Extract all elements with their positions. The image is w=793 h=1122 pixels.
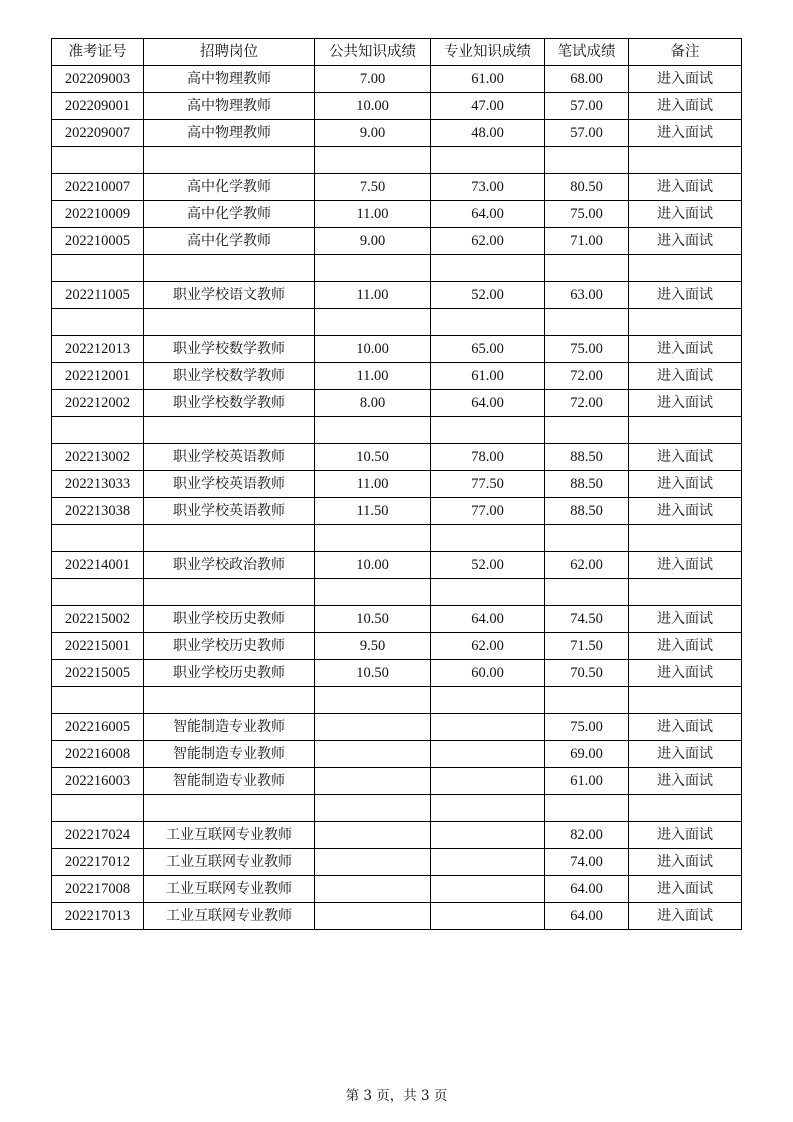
- cell-written-score: 74.50: [545, 606, 629, 633]
- cell-remark: 进入面试: [629, 471, 742, 498]
- cell-written-score: 75.00: [545, 714, 629, 741]
- cell-public-score: [315, 768, 431, 795]
- cell-written-score: 68.00: [545, 66, 629, 93]
- cell-remark: [629, 417, 742, 444]
- cell-professional-score: 52.00: [431, 552, 545, 579]
- cell-position: 职业学校历史教师: [144, 660, 315, 687]
- cell-professional-score: [431, 822, 545, 849]
- cell-written-score: [545, 255, 629, 282]
- cell-professional-score: [431, 714, 545, 741]
- cell-exam-id: 202215002: [52, 606, 144, 633]
- table-row: [52, 174, 742, 201]
- cell-position: 高中化学教师: [144, 228, 315, 255]
- cell-professional-score: 73.00: [431, 174, 545, 201]
- cell-position: [144, 147, 315, 174]
- table-row: [52, 822, 742, 849]
- cell-exam-id: 202216008: [52, 741, 144, 768]
- cell-remark: 进入面试: [629, 606, 742, 633]
- page-number: 第 3 页，共 3 页: [345, 1088, 448, 1104]
- table-row: [52, 390, 742, 417]
- cell-exam-id: 202215001: [52, 633, 144, 660]
- cell-position: 职业学校数学教师: [144, 390, 315, 417]
- cell-public-score: [315, 741, 431, 768]
- table-body: [52, 66, 742, 930]
- cell-exam-id: [52, 579, 144, 606]
- cell-written-score: 69.00: [545, 741, 629, 768]
- table-row: [52, 633, 742, 660]
- cell-exam-id: 202216005: [52, 714, 144, 741]
- cell-exam-id: 202212013: [52, 336, 144, 363]
- cell-written-score: [545, 525, 629, 552]
- cell-exam-id: [52, 687, 144, 714]
- cell-exam-id: [52, 525, 144, 552]
- cell-remark: [629, 309, 742, 336]
- cell-professional-score: 61.00: [431, 363, 545, 390]
- cell-written-score: 64.00: [545, 876, 629, 903]
- cell-position: 智能制造专业教师: [144, 714, 315, 741]
- cell-public-score: 10.00: [315, 336, 431, 363]
- cell-position: 工业互联网专业教师: [144, 822, 315, 849]
- cell-position: [144, 525, 315, 552]
- cell-public-score: 9.50: [315, 633, 431, 660]
- cell-professional-score: 62.00: [431, 633, 545, 660]
- cell-exam-id: 202210007: [52, 174, 144, 201]
- cell-professional-score: [431, 579, 545, 606]
- cell-public-score: 9.00: [315, 228, 431, 255]
- cell-position: [144, 309, 315, 336]
- header-remark: 备注: [629, 39, 742, 66]
- cell-remark: [629, 147, 742, 174]
- cell-exam-id: 202213033: [52, 471, 144, 498]
- cell-position: 职业学校历史教师: [144, 606, 315, 633]
- cell-position: 职业学校英语教师: [144, 471, 315, 498]
- cell-professional-score: [431, 741, 545, 768]
- cell-professional-score: [431, 147, 545, 174]
- cell-public-score: [315, 849, 431, 876]
- table-row: [52, 120, 742, 147]
- cell-professional-score: 64.00: [431, 390, 545, 417]
- cell-remark: 进入面试: [629, 876, 742, 903]
- cell-professional-score: [431, 255, 545, 282]
- cell-public-score: [315, 579, 431, 606]
- table-spacer-row: [52, 687, 742, 714]
- table-row: [52, 228, 742, 255]
- cell-written-score: 72.00: [545, 363, 629, 390]
- cell-written-score: 70.50: [545, 660, 629, 687]
- table-row: [52, 93, 742, 120]
- cell-professional-score: 77.00: [431, 498, 545, 525]
- cell-professional-score: 64.00: [431, 201, 545, 228]
- cell-position: 智能制造专业教师: [144, 768, 315, 795]
- table-spacer-row: [52, 525, 742, 552]
- cell-position: 高中化学教师: [144, 201, 315, 228]
- cell-written-score: 75.00: [545, 336, 629, 363]
- cell-public-score: 7.50: [315, 174, 431, 201]
- cell-position: 工业互联网专业教师: [144, 903, 315, 930]
- cell-written-score: [545, 687, 629, 714]
- cell-written-score: [545, 579, 629, 606]
- cell-public-score: 11.00: [315, 282, 431, 309]
- cell-position: 工业互联网专业教师: [144, 849, 315, 876]
- cell-public-score: [315, 525, 431, 552]
- table-row: [52, 282, 742, 309]
- cell-public-score: 9.00: [315, 120, 431, 147]
- cell-position: [144, 687, 315, 714]
- cell-public-score: [315, 147, 431, 174]
- cell-written-score: 80.50: [545, 174, 629, 201]
- table-row: [52, 768, 742, 795]
- cell-public-score: [315, 876, 431, 903]
- cell-position: 职业学校语文教师: [144, 282, 315, 309]
- cell-public-score: [315, 417, 431, 444]
- cell-exam-id: 202209001: [52, 93, 144, 120]
- table-spacer-row: [52, 579, 742, 606]
- cell-remark: 进入面试: [629, 741, 742, 768]
- cell-written-score: 88.50: [545, 498, 629, 525]
- header-written-score: 笔试成绩: [545, 39, 629, 66]
- cell-public-score: [315, 903, 431, 930]
- cell-exam-id: 202217008: [52, 876, 144, 903]
- cell-public-score: [315, 822, 431, 849]
- cell-position: [144, 579, 315, 606]
- table-header-row: [52, 39, 742, 66]
- cell-position: 工业互联网专业教师: [144, 876, 315, 903]
- cell-position: 高中物理教师: [144, 93, 315, 120]
- cell-remark: 进入面试: [629, 660, 742, 687]
- cell-exam-id: 202217013: [52, 903, 144, 930]
- table-row: [52, 714, 742, 741]
- cell-position: 高中物理教师: [144, 120, 315, 147]
- cell-position: 职业学校数学教师: [144, 336, 315, 363]
- cell-remark: 进入面试: [629, 498, 742, 525]
- table-spacer-row: [52, 255, 742, 282]
- cell-remark: 进入面试: [629, 363, 742, 390]
- cell-written-score: 72.00: [545, 390, 629, 417]
- cell-written-score: 71.00: [545, 228, 629, 255]
- cell-position: 高中物理教师: [144, 66, 315, 93]
- cell-professional-score: 78.00: [431, 444, 545, 471]
- cell-remark: [629, 579, 742, 606]
- cell-written-score: 61.00: [545, 768, 629, 795]
- table-row: [52, 363, 742, 390]
- cell-public-score: 11.00: [315, 201, 431, 228]
- cell-position: 职业学校英语教师: [144, 498, 315, 525]
- cell-position: 职业学校英语教师: [144, 444, 315, 471]
- cell-professional-score: [431, 795, 545, 822]
- header-public-score: 公共知识成绩: [315, 39, 431, 66]
- cell-remark: 进入面试: [629, 120, 742, 147]
- cell-remark: [629, 525, 742, 552]
- cell-remark: 进入面试: [629, 714, 742, 741]
- cell-exam-id: [52, 417, 144, 444]
- cell-remark: [629, 255, 742, 282]
- cell-remark: 进入面试: [629, 201, 742, 228]
- table-row: [52, 471, 742, 498]
- cell-remark: 进入面试: [629, 822, 742, 849]
- cell-remark: [629, 795, 742, 822]
- cell-professional-score: [431, 903, 545, 930]
- cell-exam-id: 202214001: [52, 552, 144, 579]
- table-row: [52, 66, 742, 93]
- cell-exam-id: 202209003: [52, 66, 144, 93]
- cell-exam-id: 202217024: [52, 822, 144, 849]
- cell-exam-id: 202213002: [52, 444, 144, 471]
- cell-public-score: 10.00: [315, 93, 431, 120]
- table-row: [52, 498, 742, 525]
- table-row: [52, 903, 742, 930]
- table-row: [52, 741, 742, 768]
- cell-public-score: 10.50: [315, 444, 431, 471]
- cell-exam-id: 202213038: [52, 498, 144, 525]
- cell-position: 高中化学教师: [144, 174, 315, 201]
- cell-remark: 进入面试: [629, 282, 742, 309]
- cell-written-score: 74.00: [545, 849, 629, 876]
- table-spacer-row: [52, 795, 742, 822]
- cell-remark: 进入面试: [629, 849, 742, 876]
- cell-professional-score: [431, 876, 545, 903]
- cell-exam-id: 202217012: [52, 849, 144, 876]
- cell-public-score: 11.00: [315, 363, 431, 390]
- cell-remark: 进入面试: [629, 903, 742, 930]
- cell-written-score: 62.00: [545, 552, 629, 579]
- cell-public-score: 11.50: [315, 498, 431, 525]
- cell-exam-id: 202215005: [52, 660, 144, 687]
- cell-public-score: [315, 255, 431, 282]
- cell-exam-id: 202211005: [52, 282, 144, 309]
- header-exam-id: 准考证号: [52, 39, 144, 66]
- cell-remark: 进入面试: [629, 228, 742, 255]
- cell-professional-score: [431, 687, 545, 714]
- header-position: 招聘岗位: [144, 39, 315, 66]
- cell-remark: 进入面试: [629, 336, 742, 363]
- table-spacer-row: [52, 417, 742, 444]
- cell-remark: 进入面试: [629, 390, 742, 417]
- cell-public-score: 10.50: [315, 660, 431, 687]
- cell-public-score: [315, 687, 431, 714]
- cell-professional-score: 52.00: [431, 282, 545, 309]
- cell-written-score: 88.50: [545, 471, 629, 498]
- cell-position: [144, 417, 315, 444]
- cell-written-score: [545, 795, 629, 822]
- cell-remark: 进入面试: [629, 552, 742, 579]
- cell-professional-score: 77.50: [431, 471, 545, 498]
- cell-written-score: 71.50: [545, 633, 629, 660]
- cell-exam-id: [52, 147, 144, 174]
- table-spacer-row: [52, 309, 742, 336]
- table-row: [52, 849, 742, 876]
- cell-remark: 进入面试: [629, 444, 742, 471]
- table-row: [52, 444, 742, 471]
- cell-written-score: 57.00: [545, 120, 629, 147]
- cell-professional-score: [431, 417, 545, 444]
- cell-written-score: [545, 309, 629, 336]
- cell-written-score: 88.50: [545, 444, 629, 471]
- cell-remark: [629, 687, 742, 714]
- table-row: [52, 552, 742, 579]
- cell-remark: 进入面试: [629, 174, 742, 201]
- cell-exam-id: [52, 309, 144, 336]
- cell-professional-score: [431, 849, 545, 876]
- cell-professional-score: [431, 768, 545, 795]
- cell-public-score: 11.00: [315, 471, 431, 498]
- cell-remark: 进入面试: [629, 93, 742, 120]
- cell-public-score: [315, 714, 431, 741]
- cell-position: 职业学校数学教师: [144, 363, 315, 390]
- cell-public-score: 8.00: [315, 390, 431, 417]
- cell-written-score: 57.00: [545, 93, 629, 120]
- cell-exam-id: [52, 795, 144, 822]
- cell-public-score: 10.50: [315, 606, 431, 633]
- cell-exam-id: 202210005: [52, 228, 144, 255]
- cell-professional-score: 47.00: [431, 93, 545, 120]
- cell-exam-id: 202212002: [52, 390, 144, 417]
- cell-exam-id: 202209007: [52, 120, 144, 147]
- cell-professional-score: 48.00: [431, 120, 545, 147]
- table-row: [52, 876, 742, 903]
- table-row: [52, 336, 742, 363]
- cell-professional-score: [431, 309, 545, 336]
- cell-written-score: 82.00: [545, 822, 629, 849]
- cell-remark: 进入面试: [629, 768, 742, 795]
- cell-written-score: [545, 147, 629, 174]
- cell-written-score: [545, 417, 629, 444]
- cell-exam-id: 202210009: [52, 201, 144, 228]
- cell-public-score: 7.00: [315, 66, 431, 93]
- cell-public-score: [315, 309, 431, 336]
- cell-position: 职业学校历史教师: [144, 633, 315, 660]
- cell-exam-id: [52, 255, 144, 282]
- cell-position: [144, 255, 315, 282]
- table-spacer-row: [52, 147, 742, 174]
- cell-professional-score: 61.00: [431, 66, 545, 93]
- cell-remark: 进入面试: [629, 66, 742, 93]
- table-row: [52, 201, 742, 228]
- cell-professional-score: 65.00: [431, 336, 545, 363]
- cell-written-score: 63.00: [545, 282, 629, 309]
- cell-exam-id: 202212001: [52, 363, 144, 390]
- score-table: [51, 38, 742, 930]
- cell-public-score: 10.00: [315, 552, 431, 579]
- cell-written-score: 75.00: [545, 201, 629, 228]
- cell-professional-score: [431, 525, 545, 552]
- cell-public-score: [315, 795, 431, 822]
- cell-written-score: 64.00: [545, 903, 629, 930]
- header-professional-score: 专业知识成绩: [431, 39, 545, 66]
- cell-professional-score: 64.00: [431, 606, 545, 633]
- cell-remark: 进入面试: [629, 633, 742, 660]
- cell-position: [144, 795, 315, 822]
- cell-exam-id: 202216003: [52, 768, 144, 795]
- table-row: [52, 606, 742, 633]
- cell-professional-score: 60.00: [431, 660, 545, 687]
- cell-position: 智能制造专业教师: [144, 741, 315, 768]
- cell-professional-score: 62.00: [431, 228, 545, 255]
- table-row: [52, 660, 742, 687]
- cell-position: 职业学校政治教师: [144, 552, 315, 579]
